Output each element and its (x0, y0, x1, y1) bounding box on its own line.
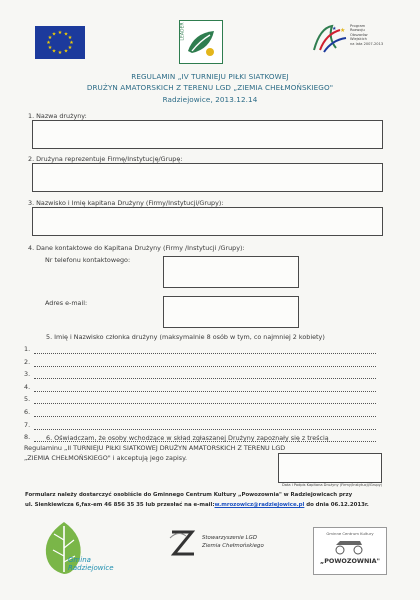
lgd-text-2: Ziemia Chełmońskiego (202, 543, 264, 549)
captain-name-field[interactable] (32, 207, 383, 236)
phone-label: Nr telefonu kontaktowego: (45, 256, 131, 264)
lgd-text-1: Stowarzyszenie LGD (202, 535, 258, 541)
gmina-radziejowice-logo (34, 516, 144, 586)
svg-text:★: ★ (47, 35, 53, 41)
member-number: 8. (24, 433, 31, 442)
title-line-1: REGULAMIN „IV TURNIEJU PIŁKI SIATKOWEJ (131, 72, 289, 81)
email-label: Adres e-mail: (45, 299, 88, 307)
title-line-2: DRUŻYN AMATORSKICH Z TERENU LGD „ZIEMIA CHEŁMOŃSKIEGO" (86, 83, 334, 92)
member-number: 1. (24, 345, 31, 353)
phone-field[interactable] (163, 256, 299, 288)
signature-field[interactable] (278, 453, 382, 483)
svg-text:★: ★ (57, 30, 63, 36)
eu-stars-icon (35, 26, 85, 59)
powozownia-name: „POWOZOWNIA" (320, 557, 380, 565)
powozownia-subtitle: Gminne Centrum Kultury (326, 531, 374, 536)
leader-logo-text: LEADER (180, 22, 186, 41)
carriage-icon (330, 537, 370, 555)
question-5-label: 5. Imię i Nazwisko członka drużyny (maksymalnie 8 osób w tym, co najmniej 2 kobiety) (46, 333, 325, 341)
member-number: 2. (24, 357, 31, 366)
svg-text:★: ★ (69, 40, 74, 46)
leaf-icon (180, 21, 222, 63)
prow-text-2: Rozwoju (350, 28, 365, 33)
member-number: 6. (24, 407, 31, 416)
team-name-field[interactable] (32, 120, 383, 149)
question-2-label: 2. Drużyna reprezentuje Firmę/Instytucję/Grupę: (28, 155, 183, 163)
svg-text:★: ★ (51, 31, 57, 38)
svg-text:★: ★ (51, 48, 57, 55)
member-number: 7. (24, 420, 31, 429)
svg-text:★: ★ (57, 50, 63, 56)
svg-text:★: ★ (340, 27, 346, 34)
prow-text-1: Program (350, 24, 366, 28)
footer-line-2-end: do dnia 06.12.2013r. (304, 502, 369, 508)
email-field[interactable] (163, 296, 299, 328)
question-6-line-3: „ZIEMIA CHEŁMOŃSKIEGO" i akceptują jego zapisy. (24, 454, 188, 462)
svg-text:★: ★ (332, 26, 337, 32)
member-row[interactable] (24, 421, 376, 434)
contact-email-link[interactable]: w.mrozowicz@radziejowice.pl (214, 502, 305, 508)
prow-text-4: Wiejskich (350, 37, 367, 42)
lgd-logo (168, 526, 288, 566)
powozownia-logo (313, 527, 387, 575)
question-1-label: 1. Nazwa drużyny: (28, 112, 87, 120)
member-row[interactable] (24, 408, 376, 421)
question-3-label: 3. Nazwisko i Imię kapitana Drużyny (Firmy/Instytucji/Grupy): (28, 199, 224, 207)
prow-logo (310, 20, 385, 60)
member-number: 5. (24, 395, 31, 404)
question-6-line-1: 6. Oświadczam, że osoby wchodzące w skład zgłaszanej Drużyny zapoznały się z treścią (46, 434, 329, 442)
svg-text:★: ★ (67, 45, 73, 51)
svg-text:★: ★ (63, 31, 69, 38)
svg-text:★: ★ (47, 45, 53, 51)
signature-caption: Data i Podpis Kapitana Drużyny (Firmy/Instytucji/Grupy) (282, 483, 383, 487)
member-row[interactable] (24, 345, 376, 358)
footer-line-2-start: ul. Sienkiewicza 6,fax-em 46 856 35 35 lub przesłać na e-mail: (25, 502, 215, 508)
place-date: Radziejowice, 2013.12.14 (162, 95, 258, 104)
member-row[interactable] (24, 370, 376, 383)
member-row[interactable] (24, 395, 376, 408)
leader-logo (179, 20, 223, 64)
question-6-line-2: Regulaminu „II TURNIEJU PIŁKI SIATKOWEJ DRUŻYN AMATORSKICH Z TERENU LGD (24, 444, 286, 452)
prow-text-3: Obszarów (350, 32, 368, 37)
lgd-z-icon (168, 526, 196, 560)
prow-star-flag-icon (310, 22, 350, 54)
svg-text:★: ★ (67, 35, 73, 41)
members-list (24, 345, 376, 446)
question-4-label: 4. Dane kontaktowe do Kapitana Drużyny (Firmy /Instytucji /Grupy): (28, 244, 245, 252)
organization-field[interactable] (32, 163, 383, 192)
svg-text:★: ★ (46, 40, 51, 46)
footer-line-1: Formularz należy dostarczyć osobiście do Gminnego Centrum Kultury „Powozownia" w Radziejowicach przy (25, 492, 353, 498)
gmina-text-1: Gmina (68, 556, 91, 564)
member-number: 4. (24, 382, 31, 391)
svg-text:★: ★ (63, 48, 69, 55)
eu-flag-logo (35, 26, 85, 59)
member-row[interactable] (24, 358, 376, 371)
gmina-text-2: Radziejowice (68, 564, 114, 572)
member-row[interactable] (24, 383, 376, 396)
prow-text-5: na lata 2007-2013 (350, 41, 384, 46)
member-number: 3. (24, 370, 31, 379)
